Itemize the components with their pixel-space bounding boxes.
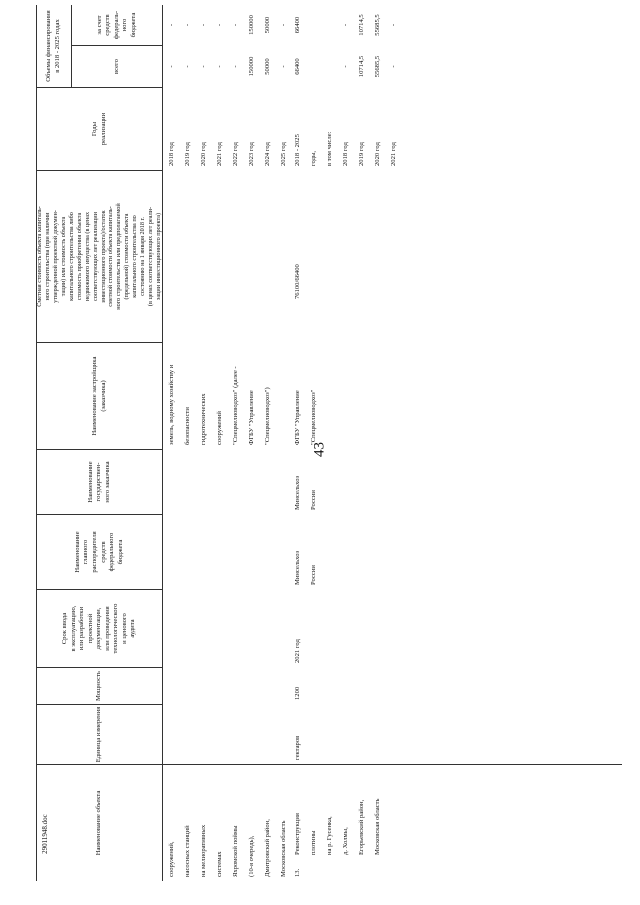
federal-value: - — [280, 23, 287, 27]
total-value: - — [390, 65, 397, 68]
federal-value: - — [232, 23, 239, 27]
row13-years-list — [338, 88, 402, 166]
capacity-value: 1200 — [294, 686, 301, 700]
year-label: 2023 год — [248, 142, 255, 166]
period-total: 66400 — [294, 58, 301, 75]
year-label: 2019 год — [184, 142, 191, 166]
year-label: 2019 год — [358, 142, 365, 166]
federal-value: - — [216, 23, 223, 27]
total-value: 55685,5 — [374, 55, 381, 78]
table-row — [290, 5, 622, 881]
federal-value: 55685,5 — [374, 14, 381, 36]
year-label: 2020 год — [374, 142, 381, 166]
total-value: - — [342, 65, 349, 68]
object-name: Реконструкция плотины на р. Гусенка, д. Холмы, Егорьевский район, Московская область — [294, 798, 381, 855]
continued-federal-list — [164, 5, 292, 45]
header-developer: Наименование застройщика (заказчика) — [90, 356, 107, 436]
header-funding: Объемы финансирования в 2018 - 2025 годах — [45, 10, 61, 82]
header-main-manager: Наименование главного распорядителя средств федерального бюджета — [73, 531, 124, 573]
continued-object-name: сооружений, насосных станций на мелиоративных системах Яхромской поймы (10-я очередь), Дмитровский район, Московская область — [168, 819, 287, 877]
period-federal: 66400 — [294, 16, 301, 34]
header-years: Годы реализации — [90, 112, 107, 146]
header-deadline: Срок ввода в эксплуатацию, или разработки проектной документации, или проведения технологического и ценового аудита — [60, 603, 137, 654]
federal-value: 150000 — [248, 15, 255, 35]
header-funding-federal: за счет средств федераль- ного бюджета — [95, 10, 137, 40]
page-number: 43 — [311, 442, 328, 457]
total-value: - — [216, 65, 223, 68]
state-customer-value: Минсельхоз России — [294, 475, 317, 510]
row13-federal-list — [338, 5, 402, 45]
federal-value: 10714,5 — [358, 14, 365, 36]
header-funding-total: всего — [112, 59, 120, 74]
total-value: - — [200, 65, 207, 68]
total-value: 50000 — [264, 58, 271, 75]
total-value: - — [280, 65, 287, 68]
year-label: 2020 год — [200, 142, 207, 166]
header-bottom-border — [162, 5, 163, 881]
year-label: 2022 год — [232, 142, 239, 166]
header-capacity: Мощность — [95, 671, 103, 701]
total-value: - — [184, 65, 191, 68]
federal-value: - — [342, 23, 349, 27]
rotated-page — [36, 5, 622, 881]
header-unit: Единица измерения — [95, 706, 103, 763]
federal-value: 50000 — [264, 16, 271, 34]
continued-developer: земель, водному хозяйству и безопасности гидротехнических сооружений "Спецмелиоводхоз" (далее - ФГБУ "Управление "Спецмелиоводхоз") — [168, 364, 271, 445]
developer-value: ФГБУ "Управление "Спецмелиоводхоз" — [294, 389, 317, 445]
continued-totals-list — [164, 46, 292, 87]
year-label: 2021 год — [216, 142, 223, 166]
total-value: 150000 — [248, 56, 255, 77]
year-label: 2025 год — [280, 142, 287, 166]
header-object-name: Наименование объекта — [95, 790, 103, 856]
total-value: - — [168, 65, 175, 68]
continued-years-list — [164, 88, 292, 166]
year-label: 2018 год — [168, 142, 175, 166]
document-id: 29011948.doc — [41, 814, 49, 854]
year-label: 2024 год — [264, 142, 271, 166]
deadline-value: 2021 год — [294, 639, 301, 663]
header-cost: Сметная стоимость объекта капиталь- ного строительства (при наличии утвержденной проектной докумен- тации) или стоимость объекта капитального строительства либо стоимость приобретения объекта недвижимого имущества (в ценах соответствующих лет реализации инвестиционного проекта)/остаток сметной стоимости объекта капиталь- ного строительства или предполагаемой (предельной) стоимости объекта капитального строительства по состоянию на 1 января 2018 г. (в ценах соответствующих лет реали- зации инвестиционного проекта) — [36, 203, 163, 310]
federal-value: - — [390, 23, 397, 27]
investment-table — [36, 5, 622, 881]
including-label: в том числе: — [326, 131, 333, 166]
row-number: 13. — [294, 868, 301, 877]
federal-value: - — [200, 23, 207, 27]
main-manager-value: Минсельхоз России — [294, 550, 317, 585]
unit-value: гектаров — [294, 735, 301, 760]
federal-value: - — [184, 23, 191, 27]
header-state-customer: Наименование государствен- ного заказчика — [86, 461, 111, 503]
year-label: 2021 год — [390, 142, 397, 166]
cost-value: 76100/66400 — [294, 264, 301, 299]
total-value: 10714,5 — [358, 55, 365, 78]
total-value: - — [232, 65, 239, 68]
federal-value: - — [168, 23, 175, 27]
period-label: 2018 - 2025 годы, — [294, 134, 317, 166]
year-label: 2018 год — [342, 142, 349, 166]
row13-totals-list — [338, 46, 402, 87]
